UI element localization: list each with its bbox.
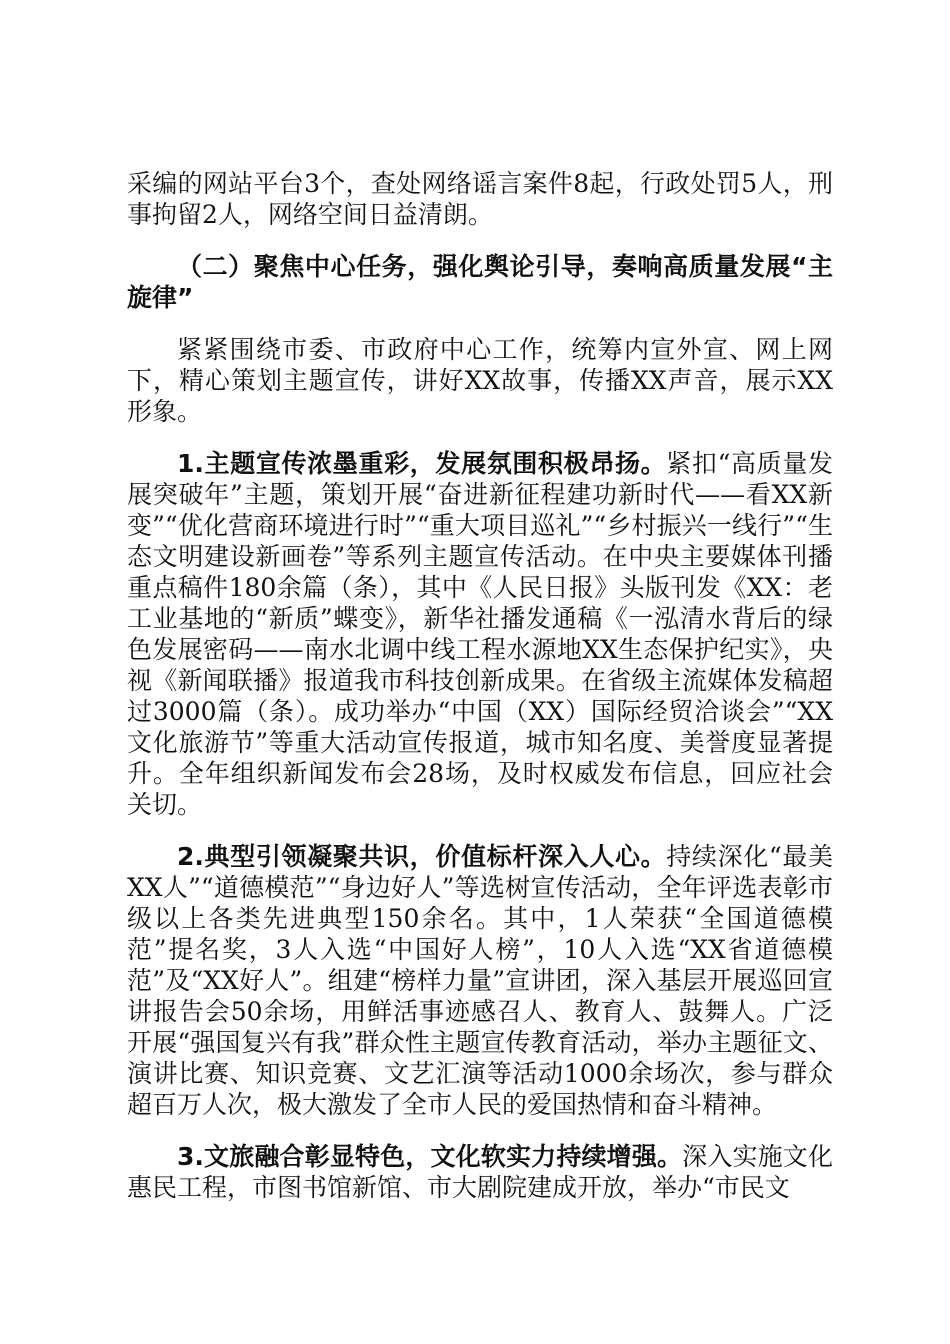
item-body-2: 持续深化“最美XX人”“道德模范”“身边好人”等选树宣传活动，全年评选表彰市级以上各类先进典型150余名。其中，1人荣获“全国道德模范”提名奖，3人入选“中国好人榜”，10人入选“XX省道德模范”及“XX好人”。组建“榜样力量”宣讲团，深入基层开展巡回宣讲报告会50余场，用鲜活事迹感召人、教育人、鼓舞人。广泛开展“强国复兴有我”群众性主题宣传教育活动，举办主题征文、演讲比赛、知识竞赛、文艺汇演等活动1000余场次，参与群众超百万人次，极大激发了全市人民的爱国热情和奋斗精神。 <box>127 842 833 1119</box>
item-lead-1: 1.主题宣传浓墨重彩，发展氛围积极昂扬。 <box>177 449 667 478</box>
item-paragraph-1 <box>127 448 833 820</box>
item-lead-3: 3.文旅融合彰显特色，文化软实力持续增强。 <box>177 1142 683 1171</box>
item-lead-2: 2.典型引领凝聚共识，价值标杆深入人心。 <box>177 842 667 871</box>
section-heading: （二）聚焦中心任务，强化舆论引导，奏响高质量发展“主旋律” <box>127 252 833 312</box>
item-body-1: 紧扣“高质量发展突破年”主题，策划开展“奋进新征程建功新时代——看XX新变”“优化营商环境进行时”“重大项目巡礼”“乡村振兴一线行”“生态文明建设新画卷”等系列主题宣传活动。在中央主要媒体刊播重点稿件180余篇（条），其中《人民日报》头版刊发《XX：老工业基地的“新质”蝶变》，新华社播发通稿《一泓清水背后的绿色发展密码——南水北调中线工程水源地XX生态保护纪实》，央视《新闻联播》报道我市科技创新成果。在省级主流媒体发稿超过3000篇（条）。成功举办“中国（XX）国际经贸洽谈会”“XX文化旅游节”等重大活动宣传报道，城市知名度、美誉度显著提升。全年组织新闻发布会28场，及时权威发布信息，回应社会关切。 <box>127 449 833 819</box>
item-paragraph-2 <box>127 841 833 1120</box>
section-intro-paragraph: 紧紧围绕市委、市政府中心工作，统筹内宣外宣、网上网下，精心策划主题宣传，讲好XX故事，传播XX声音，展示XX形象。 <box>127 335 833 426</box>
item-body-3: 深入实施文化惠民工程，市图书馆新馆、市大剧院建成开放，举办“市民文 <box>127 1142 833 1202</box>
continuation-paragraph: 采编的网站平台3个，查处网络谣言案件8起，行政处罚5人，刑事拘留2人，网络空间日益清朗。 <box>127 169 833 229</box>
item-paragraph-3 <box>127 1141 833 1203</box>
document-page <box>127 168 833 1203</box>
